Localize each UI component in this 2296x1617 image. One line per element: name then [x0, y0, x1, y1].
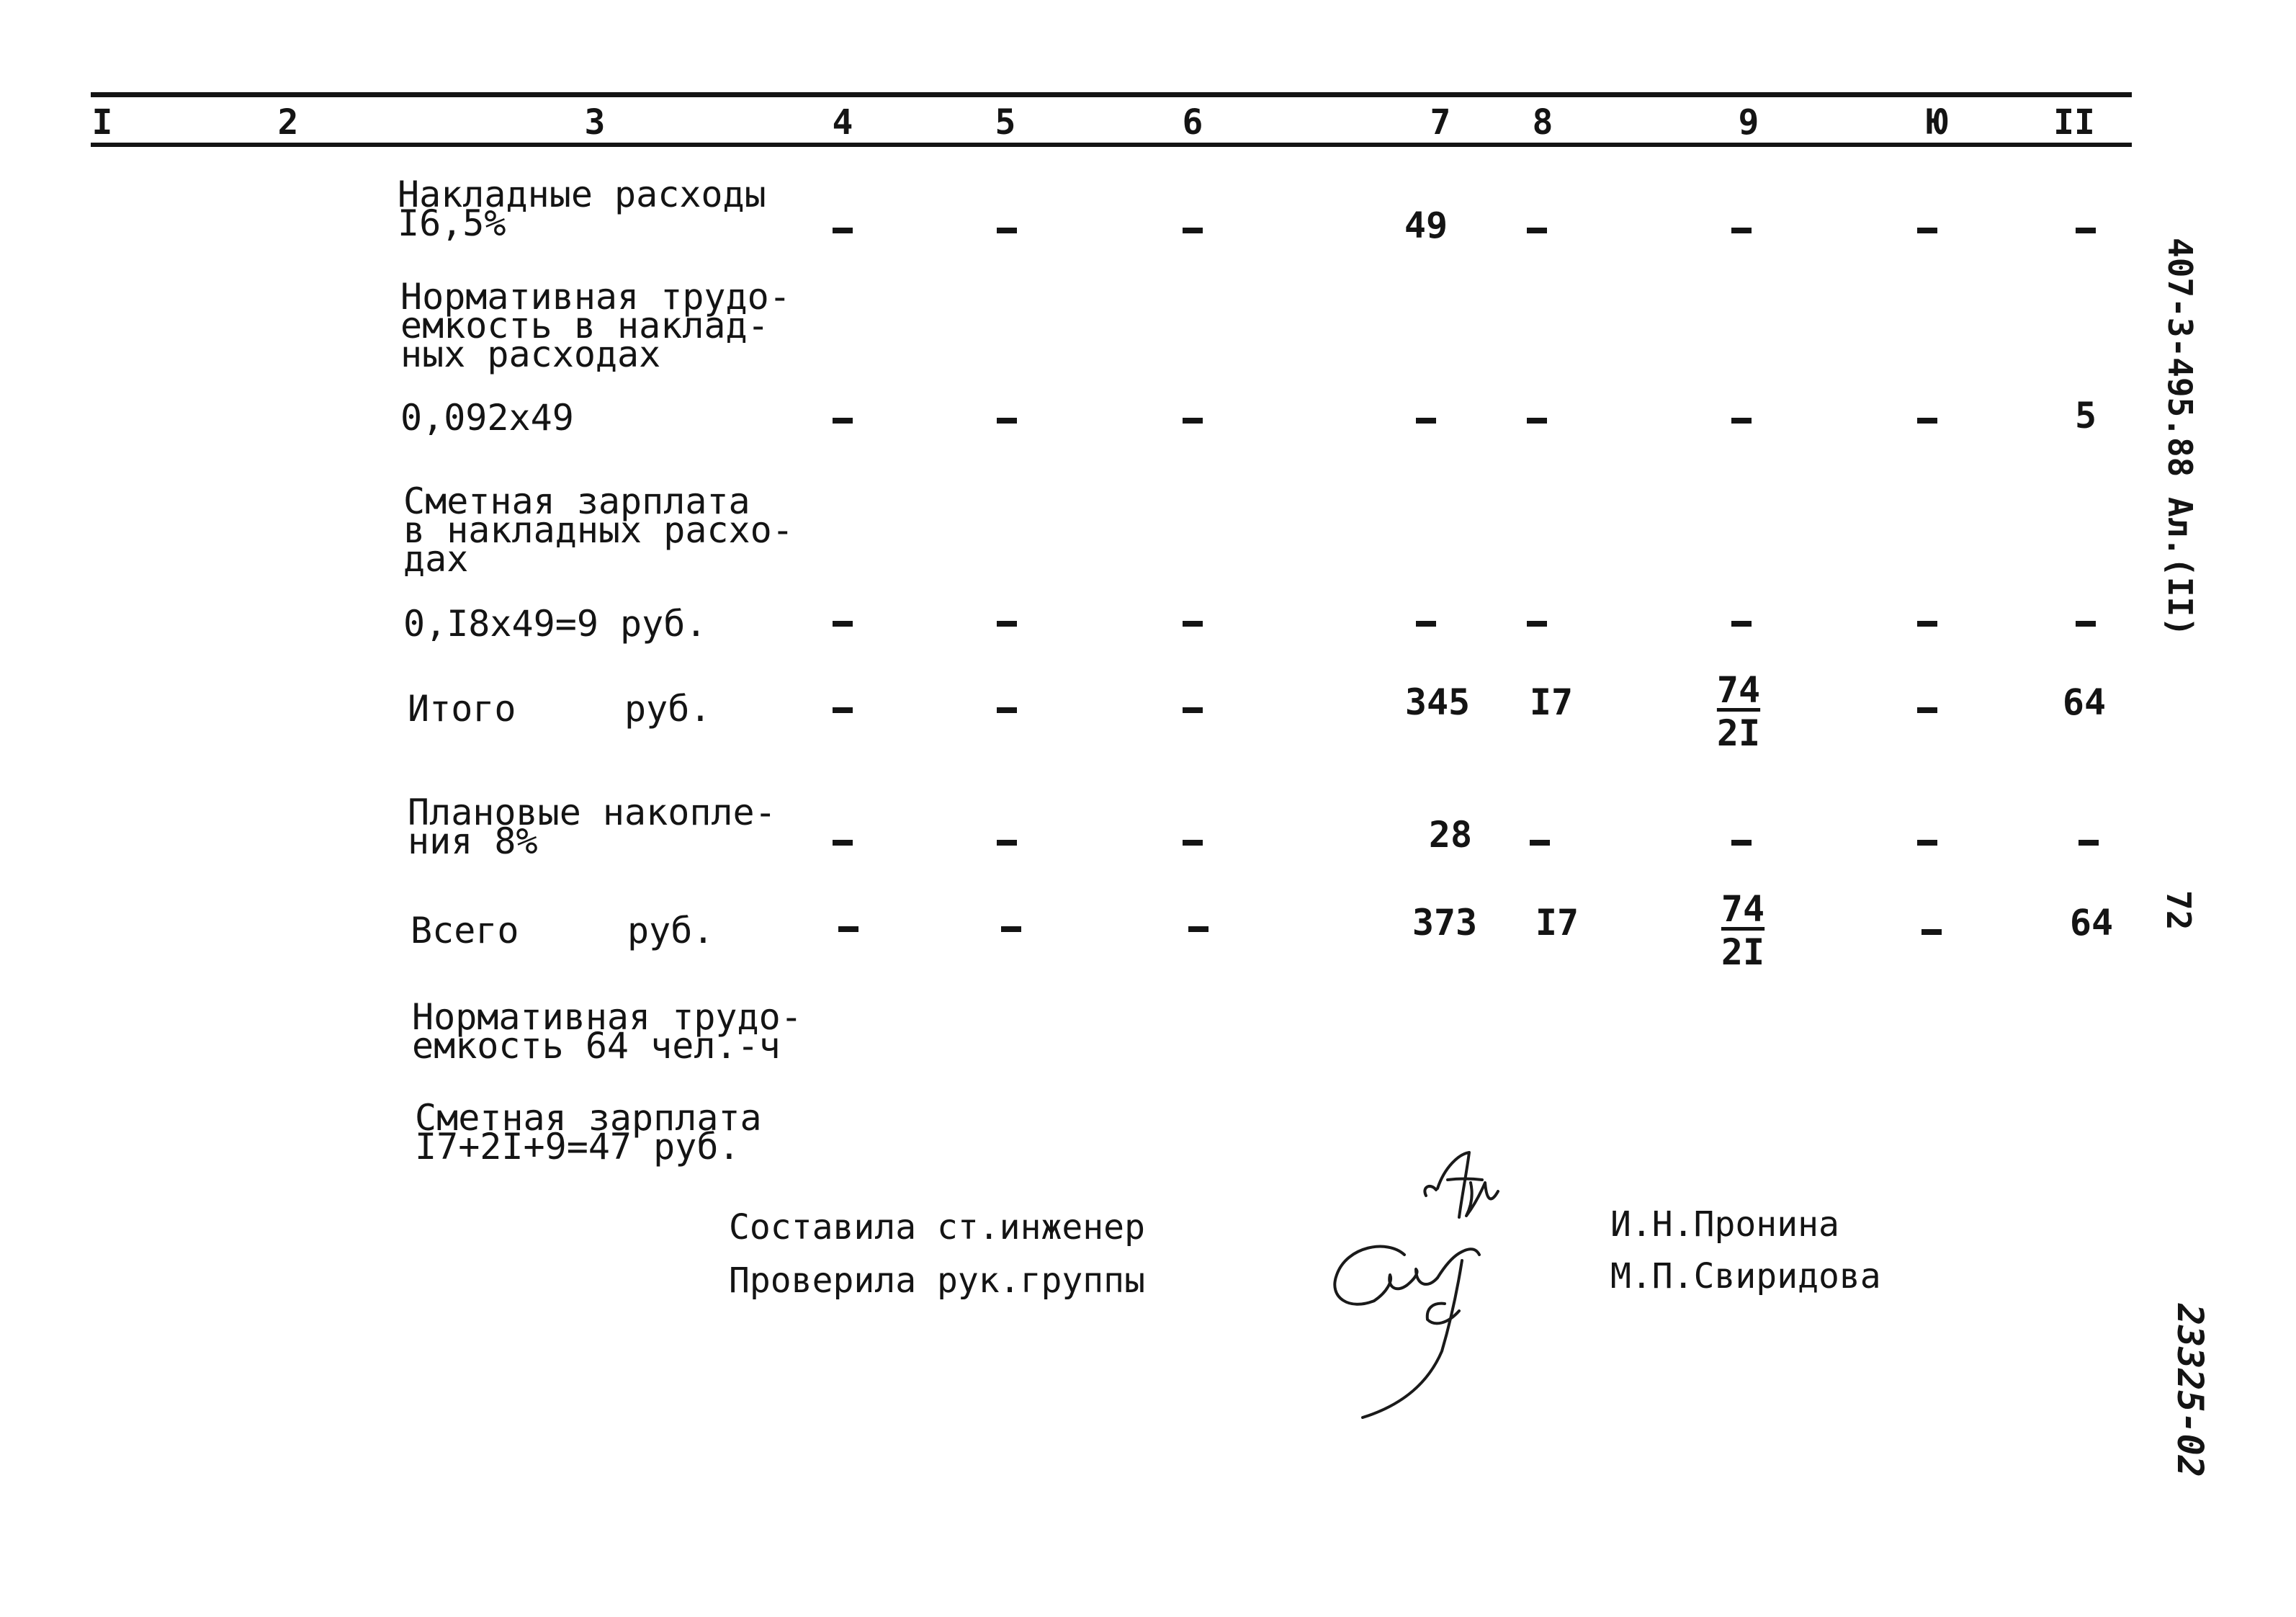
column-header-5: 5 [995, 102, 1016, 143]
fraction-numerator: 74 [1716, 669, 1761, 711]
column-header-7: 7 [1430, 102, 1451, 143]
dash [1731, 418, 1752, 424]
column-header-2: 2 [277, 102, 299, 143]
handwritten-signature [1318, 1138, 1548, 1419]
checked-by-name: М.П.Свиридова [1610, 1256, 1881, 1296]
cell-value: 345 [1404, 681, 1471, 723]
dash [833, 707, 853, 713]
dash [1527, 418, 1547, 424]
dash [1183, 840, 1203, 846]
cell-value: 373 [1412, 902, 1478, 944]
dash [2076, 621, 2096, 627]
column-header-1: I [91, 102, 113, 143]
dash [1001, 926, 1021, 932]
column-header-4: 4 [832, 102, 853, 143]
dash [833, 228, 853, 233]
row-label-wage-total: Сметная зарплата I7+2I+9=47 руб. [415, 1097, 762, 1168]
top-rule [91, 92, 2132, 97]
cell-value: I7 [1535, 902, 1579, 944]
dash [997, 418, 1017, 424]
fraction-numerator: 74 [1721, 888, 1765, 930]
row-label-labor-calc: 0,092х49 [400, 397, 574, 439]
document-code: 407-3-495.88 Ал.(II) [2161, 238, 2199, 637]
dash [833, 418, 853, 424]
dash [1731, 228, 1752, 233]
checked-by-label: Проверила рук.группы [729, 1260, 1145, 1301]
header-rule [91, 143, 2132, 147]
column-header-10: Ю [1927, 102, 1948, 143]
column-header-3: 3 [584, 102, 606, 143]
cell-value: 64 [2069, 902, 2114, 944]
cell-value: 5 [2074, 395, 2097, 436]
column-header-6: 6 [1182, 102, 1203, 143]
row-label-labor-norm: Нормативная трудо- емкость 64 чел.-ч [412, 996, 802, 1067]
compiled-by-label: Составила ст.инженер [729, 1207, 1145, 1248]
row-label-total: Всего руб. [411, 910, 714, 951]
cell-value: 28 [1428, 814, 1473, 856]
fraction-denominator: 2I [1721, 931, 1765, 973]
dash [838, 926, 858, 932]
row-label-wage-calc: 0,I8х49=9 руб. [403, 603, 707, 645]
page-number: 72 [2159, 890, 2198, 931]
column-header-11: II [2053, 102, 2095, 143]
row-label-planned-savings: Плановые накопле- ния 8% [408, 792, 776, 862]
dash [1921, 929, 1942, 935]
dash [1527, 228, 1547, 233]
fraction-value [1717, 668, 1760, 755]
dash [1917, 418, 1937, 424]
dash [1416, 418, 1436, 424]
column-header-9: 9 [1738, 102, 1759, 143]
dash [1183, 621, 1203, 627]
dash [1917, 707, 1937, 713]
cell-value: 64 [2062, 681, 2107, 723]
cell-value: 49 [1404, 205, 1448, 246]
dash [1917, 840, 1937, 846]
dash [1183, 707, 1203, 713]
dash [997, 840, 1017, 846]
compiled-by-name: И.Н.Пронина [1610, 1204, 1839, 1245]
dash [833, 840, 853, 846]
dash [997, 228, 1017, 233]
dash [1731, 840, 1752, 846]
dash [1416, 621, 1436, 627]
dash [1917, 621, 1937, 627]
row-label-wage-overhead: Сметная зарплата в накладных расхо- дах [403, 480, 794, 580]
dash [1731, 621, 1752, 627]
dash [1183, 418, 1203, 424]
row-label-overhead: Накладные расходы I6,5% [398, 174, 766, 244]
dash [1527, 621, 1547, 627]
fraction-value [1721, 887, 1764, 974]
dash [1188, 926, 1208, 932]
inventory-number: 23325-02 [2169, 1304, 2211, 1477]
dash [1183, 228, 1203, 233]
dash [833, 621, 853, 627]
dash [997, 707, 1017, 713]
dash [1530, 840, 1550, 846]
row-label-labor-norm-overhead: Нормативная трудо- емкость в наклад- ных расходах [400, 276, 791, 375]
dash [2078, 840, 2099, 846]
fraction-denominator: 2I [1716, 712, 1761, 754]
row-label-subtotal: Итого руб. [408, 688, 712, 730]
dash [1917, 228, 1937, 233]
column-header-8: 8 [1532, 102, 1553, 143]
dash [997, 621, 1017, 627]
cell-value: I7 [1529, 681, 1574, 723]
dash [2076, 228, 2096, 233]
